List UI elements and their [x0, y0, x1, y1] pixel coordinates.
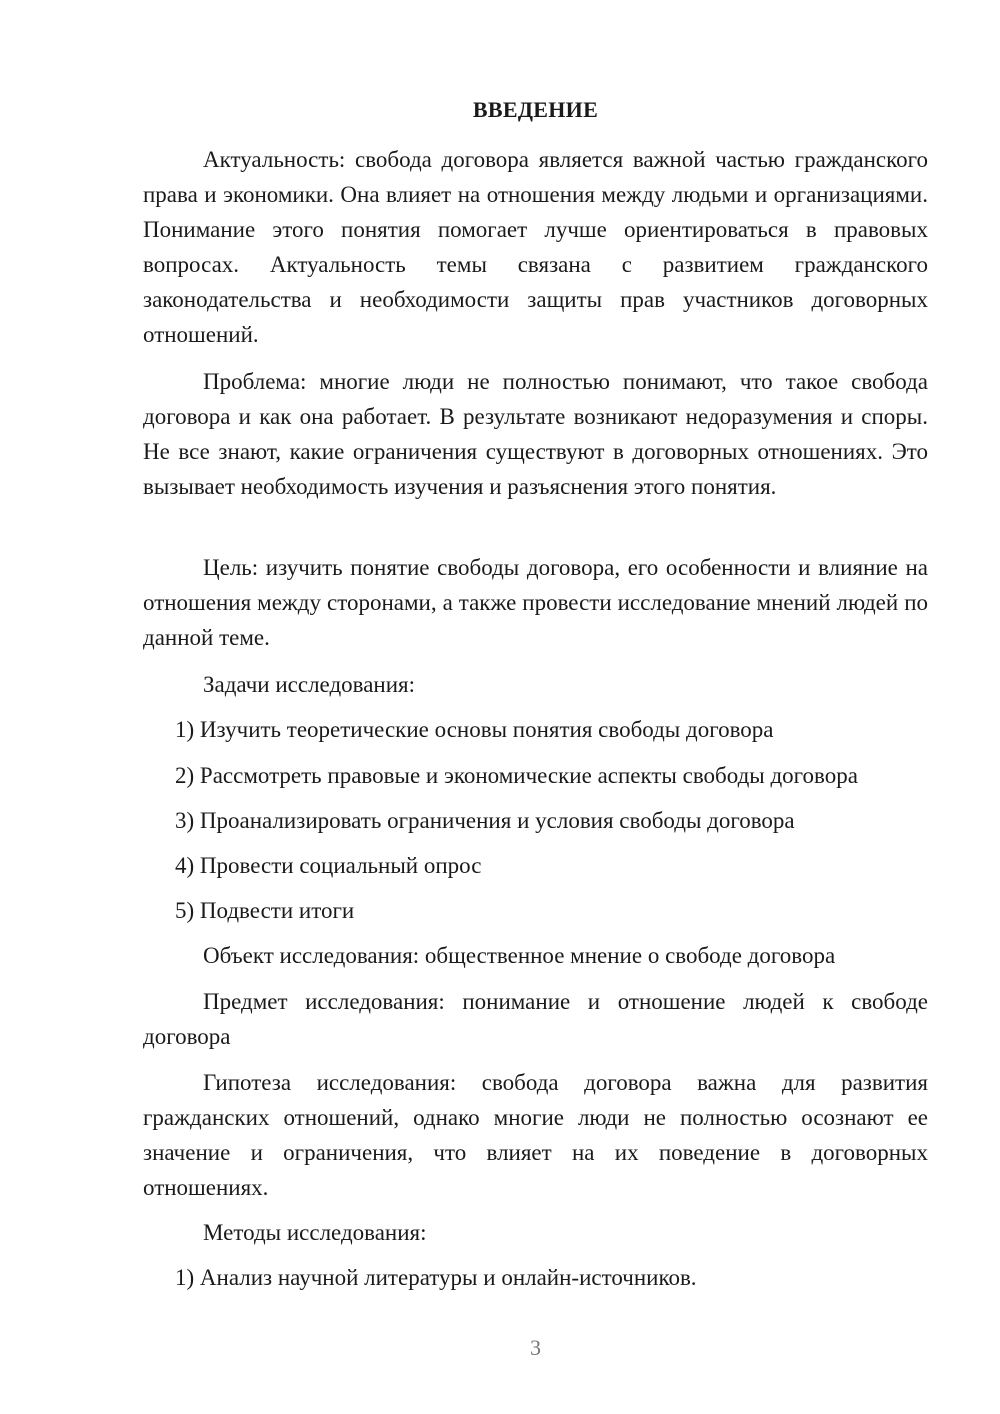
page-number: 3: [530, 1335, 541, 1360]
tasks-heading: Задачи исследования:: [203, 672, 416, 697]
section-title: ВВЕДЕНИЕ: [472, 97, 599, 122]
task-item-3: 3) Проанализировать ограничения и условия свободы договора: [175, 808, 795, 833]
paragraph-subject: Предмет исследования: понимание и отношение людей к свободе договора: [143, 989, 928, 1049]
paragraph-problem: Проблема: многие люди не полностью понимают, что такое свобода договора и как она работает. В результате возникают недоразумения и споры. Не все знают, какие ограничения существуют в договорных отношениях. Это вызывает необходимость изучения и разъяснения этого понятия.: [143, 369, 928, 499]
paragraph-object: Объект исследования: общественное мнение о свободе договора: [203, 943, 836, 968]
task-item-5: 5) Подвести итоги: [175, 898, 355, 923]
task-item-4: 4) Провести социальный опрос: [175, 853, 482, 878]
task-item-2: 2) Рассмотреть правовые и экономические аспекты свободы договора: [175, 763, 858, 788]
paragraph-relevance: Актуальность: свобода договора является важной частью гражданского права и экономики. Она влияет на отношения между людьми и организациями. Понимание этого понятия помогает лучше ориентироваться в правовых вопросах. Актуальность темы связана с развитием гражданского законодательства и необходимости защиты прав участников договорных отношений.: [143, 147, 928, 347]
methods-heading: Методы исследования:: [203, 1220, 427, 1245]
method-item-1: 1) Анализ научной литературы и онлайн-источников.: [175, 1265, 697, 1290]
task-item-1: 1) Изучить теоретические основы понятия свободы договора: [175, 717, 774, 742]
paragraph-hypothesis: Гипотеза исследования: свобода договора важна для развития гражданских отношений, однако многие люди не полностью осознают ее значение и ограничения, что влияет на их поведение в договорных отношениях.: [143, 1070, 928, 1200]
paragraph-goal: Цель: изучить понятие свободы договора, его особенности и влияние на отношения между сторонами, а также провести исследование мнений людей по данной теме.: [143, 555, 928, 650]
